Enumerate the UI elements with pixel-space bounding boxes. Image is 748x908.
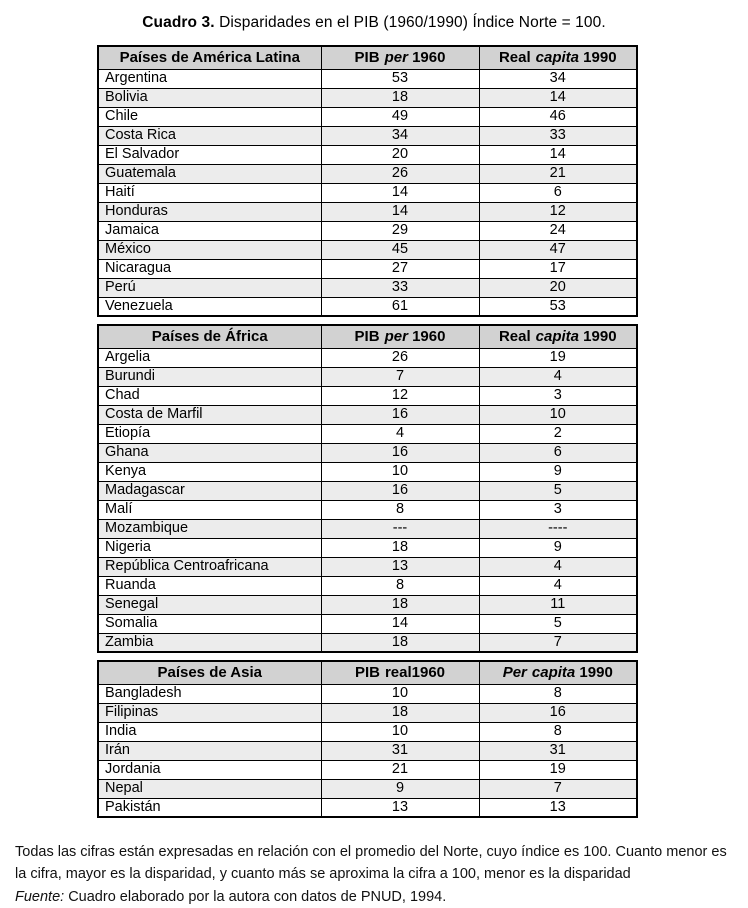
country-cell: Nicaragua — [98, 259, 321, 278]
value-1960-cell: 14 — [321, 202, 479, 221]
table-row — [98, 126, 637, 145]
country-cell: Etiopía — [98, 424, 321, 443]
table-row — [98, 107, 637, 126]
value-1990-cell: 12 — [479, 202, 637, 221]
value-1990-cell: 4 — [479, 557, 637, 576]
table-row — [98, 481, 637, 500]
header-row — [98, 325, 637, 348]
header-text-segment: Per — [502, 664, 527, 682]
table-row — [98, 443, 637, 462]
country-cell: Haití — [98, 183, 321, 202]
country-cell: Zambia — [98, 633, 321, 652]
value-1960-cell: 26 — [321, 164, 479, 183]
table-row — [98, 405, 637, 424]
value-1960-cell: 18 — [321, 633, 479, 652]
country-cell: Costa Rica — [98, 126, 321, 145]
country-cell: Nigeria — [98, 538, 321, 557]
value-1990-cell: 21 — [479, 164, 637, 183]
table-row — [98, 424, 637, 443]
header-text-segment: PIB — [354, 49, 380, 67]
table-row — [98, 741, 637, 760]
value-1990-cell: 11 — [479, 595, 637, 614]
value-1990-cell: ---- — [479, 519, 637, 538]
country-cell: Nepal — [98, 779, 321, 798]
header-text-segment: capita — [535, 328, 579, 346]
table-row — [98, 164, 637, 183]
country-cell: Filipinas — [98, 703, 321, 722]
table-row — [98, 684, 637, 703]
table-row — [98, 779, 637, 798]
table-row — [98, 462, 637, 481]
header-row — [98, 46, 637, 69]
header-row — [98, 661, 637, 684]
value-1960-cell: 33 — [321, 278, 479, 297]
table-row — [98, 538, 637, 557]
col-header-real-1990 — [479, 46, 637, 69]
header-text-segment: capita — [535, 49, 579, 67]
value-1960-cell: 13 — [321, 557, 479, 576]
header-text-segment: real1960 — [384, 664, 446, 682]
value-1990-cell: 9 — [479, 538, 637, 557]
title-number: Cuadro 3. — [142, 14, 215, 31]
value-1990-cell: 24 — [479, 221, 637, 240]
value-1990-cell: 6 — [479, 443, 637, 462]
col-header-per-capita-1990 — [479, 661, 637, 684]
source-line — [15, 886, 733, 908]
value-1990-cell: 16 — [479, 703, 637, 722]
value-1990-cell: 3 — [479, 500, 637, 519]
value-1960-cell: 26 — [321, 348, 479, 367]
header-text-segment: PIB — [354, 328, 380, 346]
country-cell: El Salvador — [98, 145, 321, 164]
country-cell: Senegal — [98, 595, 321, 614]
header-text-segment: 1960 — [412, 49, 446, 67]
value-1990-cell: 4 — [479, 576, 637, 595]
header-text-segment: capita — [531, 664, 576, 682]
col-header-pib-1960 — [321, 46, 479, 69]
value-1960-cell: 53 — [321, 69, 479, 88]
value-1990-cell: 8 — [479, 722, 637, 741]
tables-container — [97, 45, 636, 818]
value-1990-cell: 34 — [479, 69, 637, 88]
country-cell: Jordania — [98, 760, 321, 779]
value-1990-cell: 4 — [479, 367, 637, 386]
table-row — [98, 259, 637, 278]
country-cell: Venezuela — [98, 297, 321, 316]
value-1960-cell: 49 — [321, 107, 479, 126]
source-text: Cuadro elaborado por la autora con datos de PNUD, 1994. — [68, 888, 447, 905]
value-1990-cell: 5 — [479, 481, 637, 500]
value-1960-cell: 18 — [321, 538, 479, 557]
country-cell: Madagascar — [98, 481, 321, 500]
table-row — [98, 278, 637, 297]
header-text-segment: 1960 — [412, 328, 446, 346]
value-1960-cell: 16 — [321, 405, 479, 424]
value-1990-cell: 20 — [479, 278, 637, 297]
table-row — [98, 202, 637, 221]
value-1960-cell: --- — [321, 519, 479, 538]
value-1990-cell: 9 — [479, 462, 637, 481]
value-1960-cell: 18 — [321, 88, 479, 107]
value-1990-cell: 14 — [479, 88, 637, 107]
country-cell: Ruanda — [98, 576, 321, 595]
country-cell: República Centroafricana — [98, 557, 321, 576]
country-cell: Pakistán — [98, 798, 321, 817]
header-text-segment: 1990 — [579, 664, 613, 682]
col-header-pib-1960 — [321, 661, 479, 684]
value-1990-cell: 33 — [479, 126, 637, 145]
table-row — [98, 760, 637, 779]
value-1990-cell: 6 — [479, 183, 637, 202]
table-row — [98, 798, 637, 817]
value-1960-cell: 13 — [321, 798, 479, 817]
table-africa — [97, 324, 638, 653]
header-text-segment: Real — [498, 328, 531, 346]
country-cell: Argentina — [98, 69, 321, 88]
table-row — [98, 703, 637, 722]
country-cell: Chile — [98, 107, 321, 126]
value-1990-cell: 17 — [479, 259, 637, 278]
table-row — [98, 633, 637, 652]
table-america-latina — [97, 45, 638, 317]
value-1990-cell: 19 — [479, 348, 637, 367]
value-1960-cell: 16 — [321, 481, 479, 500]
value-1990-cell: 14 — [479, 145, 637, 164]
country-cell: Irán — [98, 741, 321, 760]
region-header: Países de África — [98, 325, 321, 348]
value-1960-cell: 14 — [321, 183, 479, 202]
header-text-segment: per — [384, 328, 408, 346]
table-row — [98, 367, 637, 386]
country-cell: Argelia — [98, 348, 321, 367]
table-row — [98, 221, 637, 240]
value-1960-cell: 18 — [321, 595, 479, 614]
title-text: Disparidades en el PIB (1960/1990) Índice Norte = 100. — [219, 14, 606, 31]
region-header: Países de América Latina — [98, 46, 321, 69]
value-1960-cell: 7 — [321, 367, 479, 386]
value-1960-cell: 20 — [321, 145, 479, 164]
table-row — [98, 595, 637, 614]
header-text-segment: Real — [498, 49, 531, 67]
value-1990-cell: 3 — [479, 386, 637, 405]
country-cell: Jamaica — [98, 221, 321, 240]
table-row — [98, 614, 637, 633]
header-text-segment: PIB — [354, 664, 380, 682]
country-cell: Chad — [98, 386, 321, 405]
country-cell: Burundi — [98, 367, 321, 386]
value-1990-cell: 47 — [479, 240, 637, 259]
table-row — [98, 722, 637, 741]
table-row — [98, 240, 637, 259]
value-1960-cell: 18 — [321, 703, 479, 722]
value-1990-cell: 46 — [479, 107, 637, 126]
header-text-segment: 1990 — [583, 328, 617, 346]
table-row — [98, 557, 637, 576]
country-cell: Costa de Marfil — [98, 405, 321, 424]
country-cell: Perú — [98, 278, 321, 297]
table-row — [98, 183, 637, 202]
value-1960-cell: 16 — [321, 443, 479, 462]
col-header-pib-1960 — [321, 325, 479, 348]
value-1960-cell: 21 — [321, 760, 479, 779]
country-cell: Somalia — [98, 614, 321, 633]
country-cell: Malí — [98, 500, 321, 519]
footnote-text: Todas las cifras están expresadas en relación con el promedio del Norte, cuyo índice es 100. Cuanto menor es la cifra, mayor es la disparidad, y cuanto más se aproxima la cifra a 100, menor es la disparidad — [15, 844, 727, 883]
value-1960-cell: 10 — [321, 684, 479, 703]
value-1990-cell: 7 — [479, 779, 637, 798]
table-row — [98, 348, 637, 367]
country-cell: India — [98, 722, 321, 741]
region-header: Países de Asia — [98, 661, 321, 684]
country-cell: Mozambique — [98, 519, 321, 538]
value-1960-cell: 8 — [321, 500, 479, 519]
footnotes — [15, 841, 733, 908]
country-cell: Honduras — [98, 202, 321, 221]
country-cell: Bolivia — [98, 88, 321, 107]
value-1960-cell: 12 — [321, 386, 479, 405]
value-1990-cell: 13 — [479, 798, 637, 817]
value-1960-cell: 29 — [321, 221, 479, 240]
country-cell: Guatemala — [98, 164, 321, 183]
value-1960-cell: 10 — [321, 722, 479, 741]
table-row — [98, 69, 637, 88]
table-title — [0, 14, 748, 32]
value-1990-cell: 53 — [479, 297, 637, 316]
country-cell: Bangladesh — [98, 684, 321, 703]
table-row — [98, 145, 637, 164]
country-cell: Ghana — [98, 443, 321, 462]
source-label: Fuente: — [15, 888, 65, 905]
table-asia — [97, 660, 638, 818]
value-1990-cell: 7 — [479, 633, 637, 652]
value-1960-cell: 45 — [321, 240, 479, 259]
col-header-real-1990 — [479, 325, 637, 348]
table-row — [98, 386, 637, 405]
country-cell: Kenya — [98, 462, 321, 481]
value-1990-cell: 31 — [479, 741, 637, 760]
header-text-segment: per — [384, 49, 408, 67]
value-1960-cell: 4 — [321, 424, 479, 443]
value-1960-cell: 9 — [321, 779, 479, 798]
table-row — [98, 519, 637, 538]
value-1960-cell: 31 — [321, 741, 479, 760]
value-1960-cell: 8 — [321, 576, 479, 595]
country-cell: México — [98, 240, 321, 259]
value-1960-cell: 27 — [321, 259, 479, 278]
value-1990-cell: 10 — [479, 405, 637, 424]
value-1990-cell: 5 — [479, 614, 637, 633]
value-1990-cell: 8 — [479, 684, 637, 703]
value-1960-cell: 10 — [321, 462, 479, 481]
table-row — [98, 297, 637, 316]
table-row — [98, 500, 637, 519]
table-row — [98, 88, 637, 107]
value-1990-cell: 2 — [479, 424, 637, 443]
header-text-segment: 1990 — [583, 49, 617, 67]
value-1960-cell: 34 — [321, 126, 479, 145]
value-1990-cell: 19 — [479, 760, 637, 779]
table-row — [98, 576, 637, 595]
value-1960-cell: 61 — [321, 297, 479, 316]
value-1960-cell: 14 — [321, 614, 479, 633]
